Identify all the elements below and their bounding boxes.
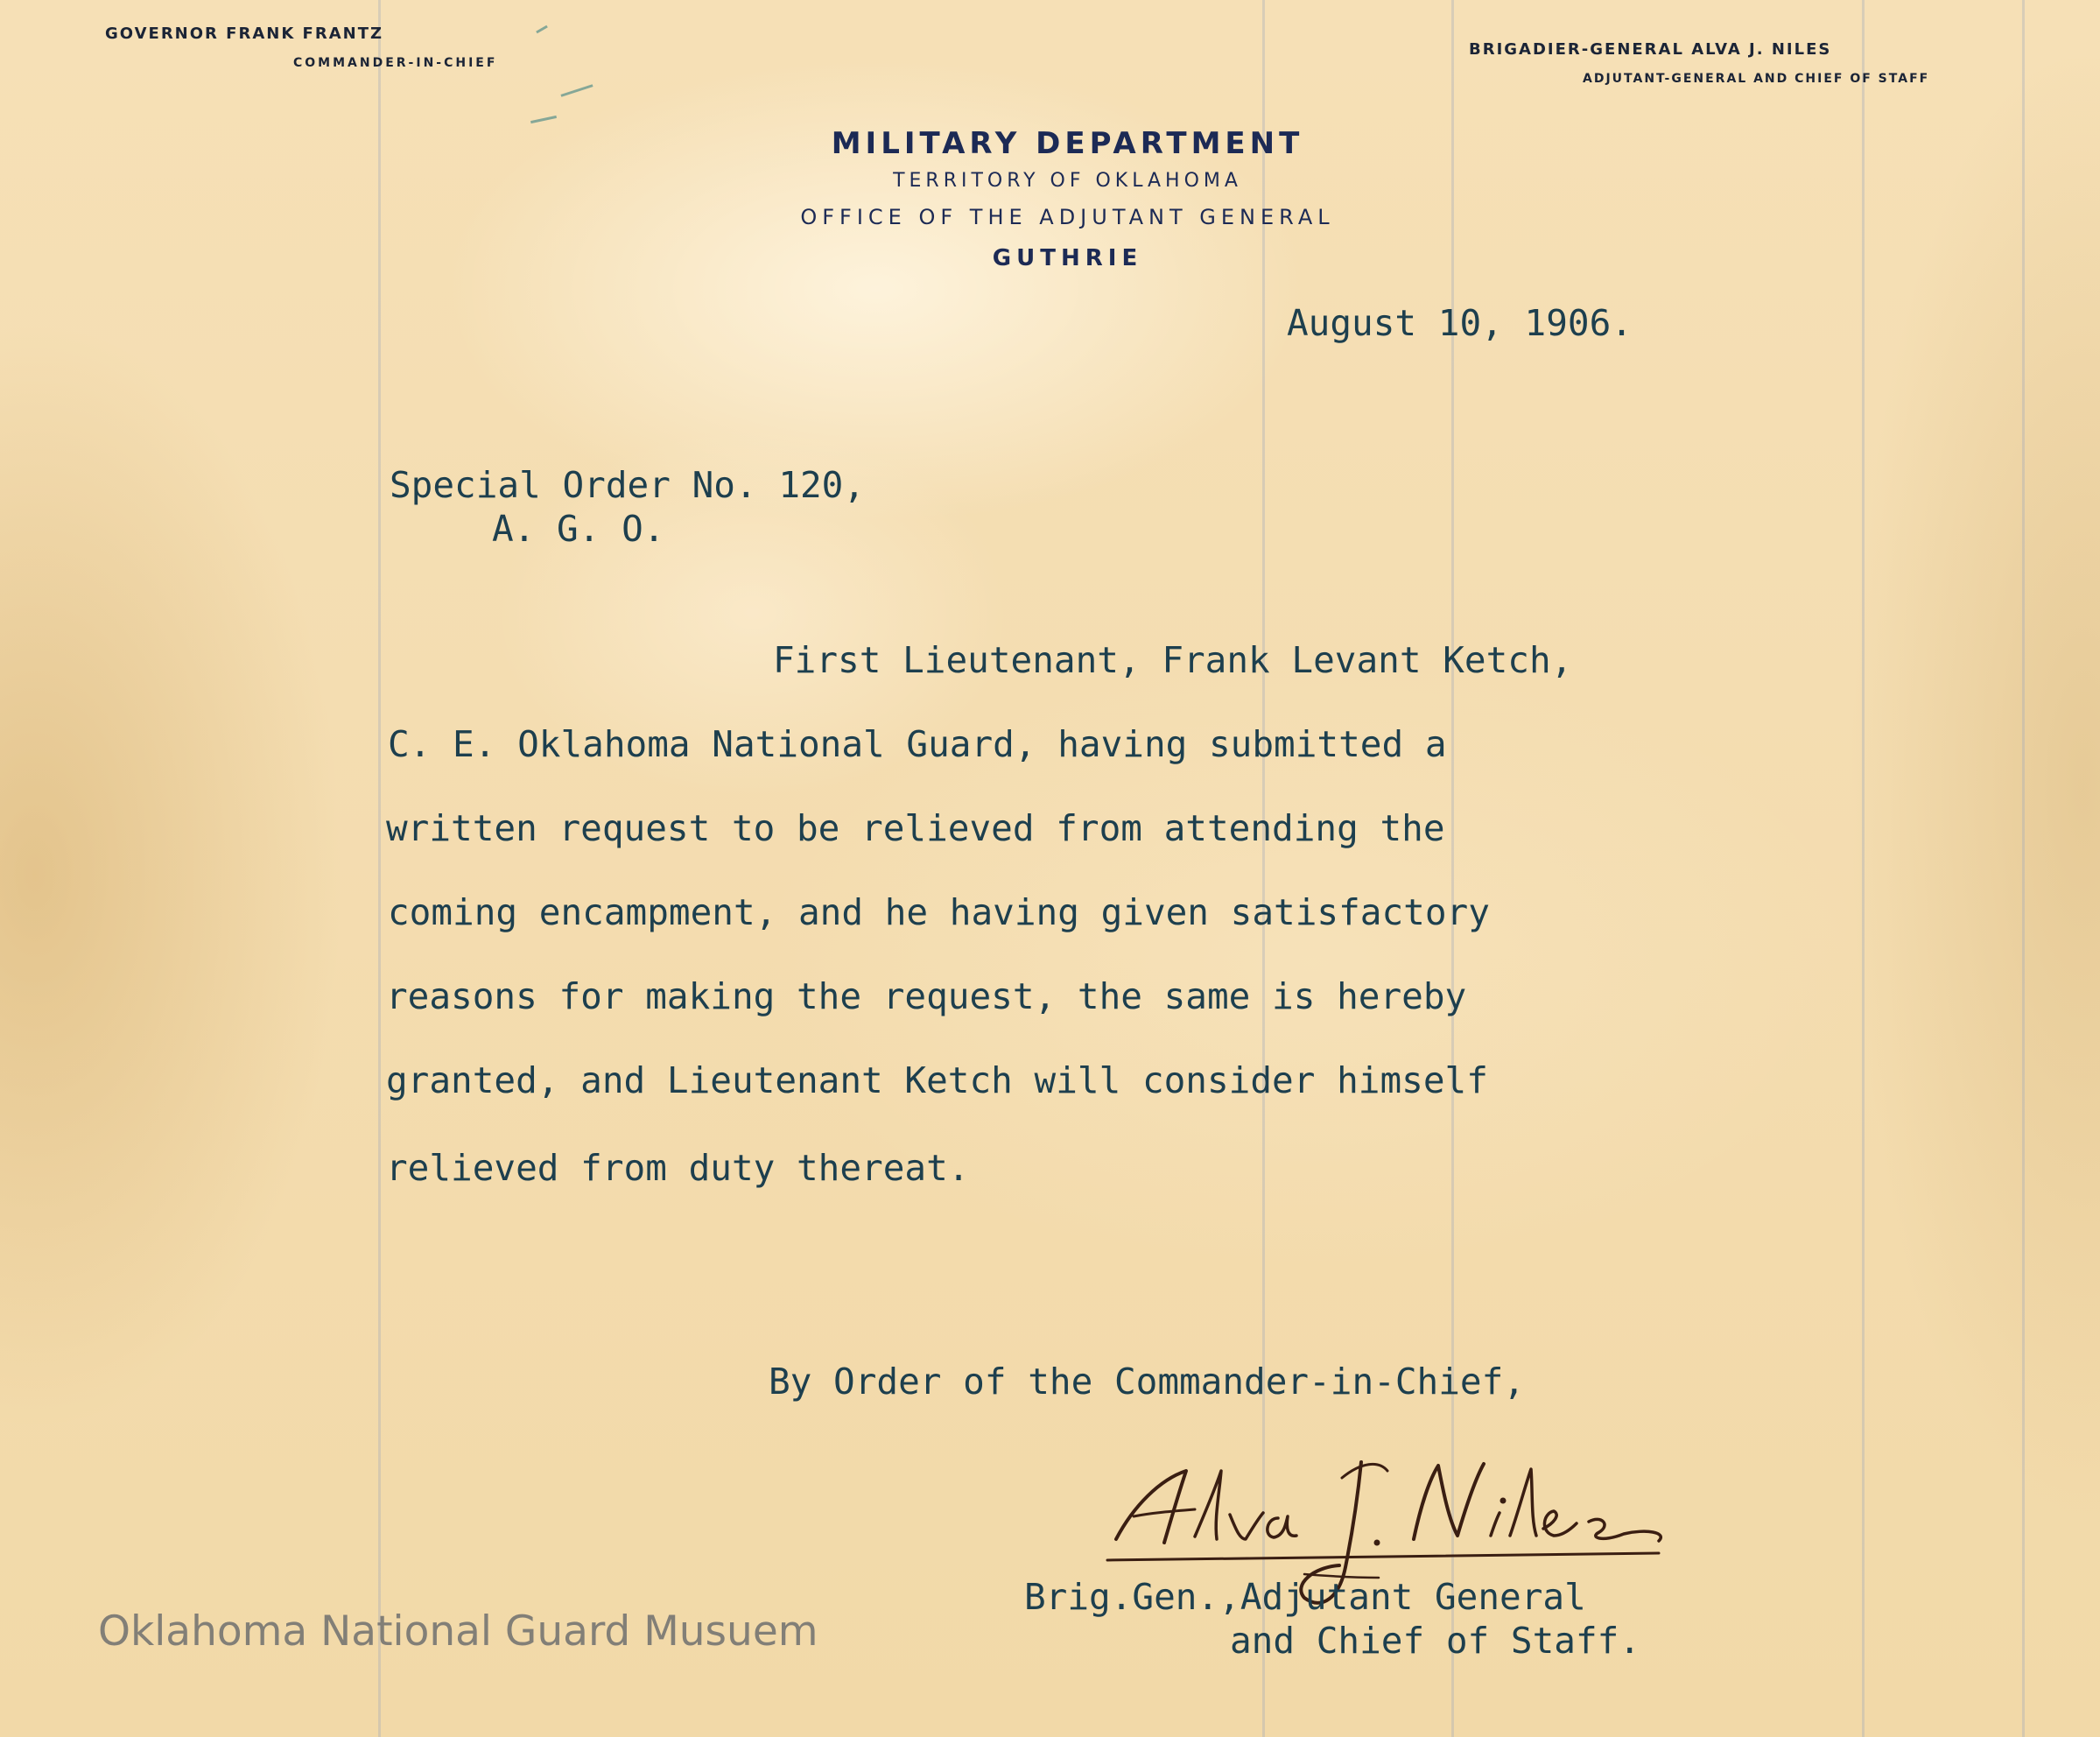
- body-line: reasons for making the request, the same is hereby: [386, 975, 1467, 1017]
- body-line: First Lieutenant, Frank Levant Ketch,: [773, 639, 1573, 681]
- museum-watermark: Oklahoma National Guard Musuem: [98, 1607, 818, 1656]
- department-heading: MILITARY DEPARTMENT: [831, 126, 1304, 161]
- special-order-number: Special Order No. 120,: [390, 464, 866, 506]
- body-line: C. E. Oklahoma National Guard, having submitted a: [388, 723, 1447, 765]
- letterhead-right-title: ADJUTANT-GENERAL AND CHIEF OF STAFF: [1583, 72, 1930, 86]
- ink-mark: [530, 116, 557, 123]
- letterhead-left-name: GOVERNOR FRANK FRANTZ: [105, 25, 384, 43]
- city-heading: GUTHRIE: [992, 245, 1143, 271]
- letter-date: August 10, 1906.: [1287, 302, 1633, 344]
- closing-line: By Order of the Commander-in-Chief,: [769, 1361, 1525, 1403]
- signatory-title: Brig.Gen.,Adjutant General: [1024, 1576, 1586, 1618]
- signatory-title: and Chief of Staff.: [1230, 1620, 1640, 1662]
- body-line: coming encampment, and he having given satisfactory: [388, 891, 1490, 933]
- ink-mark: [560, 84, 593, 97]
- ink-mark: [536, 25, 548, 34]
- letterhead-left-title: COMMANDER-IN-CHIEF: [293, 56, 498, 70]
- territory-heading: TERRITORY OF OKLAHOMA: [893, 170, 1242, 192]
- office-heading: OFFICE OF THE ADJUTANT GENERAL: [800, 205, 1335, 229]
- office-abbreviation: A. G. O.: [492, 508, 665, 550]
- body-line: written request to be relieved from attending the: [386, 807, 1445, 849]
- body-line: relieved from duty thereat.: [386, 1147, 970, 1189]
- body-line: granted, and Lieutenant Ketch will consider himself: [386, 1059, 1488, 1101]
- letterhead-right-name: BRIGADIER-GENERAL ALVA J. NILES: [1469, 40, 1832, 59]
